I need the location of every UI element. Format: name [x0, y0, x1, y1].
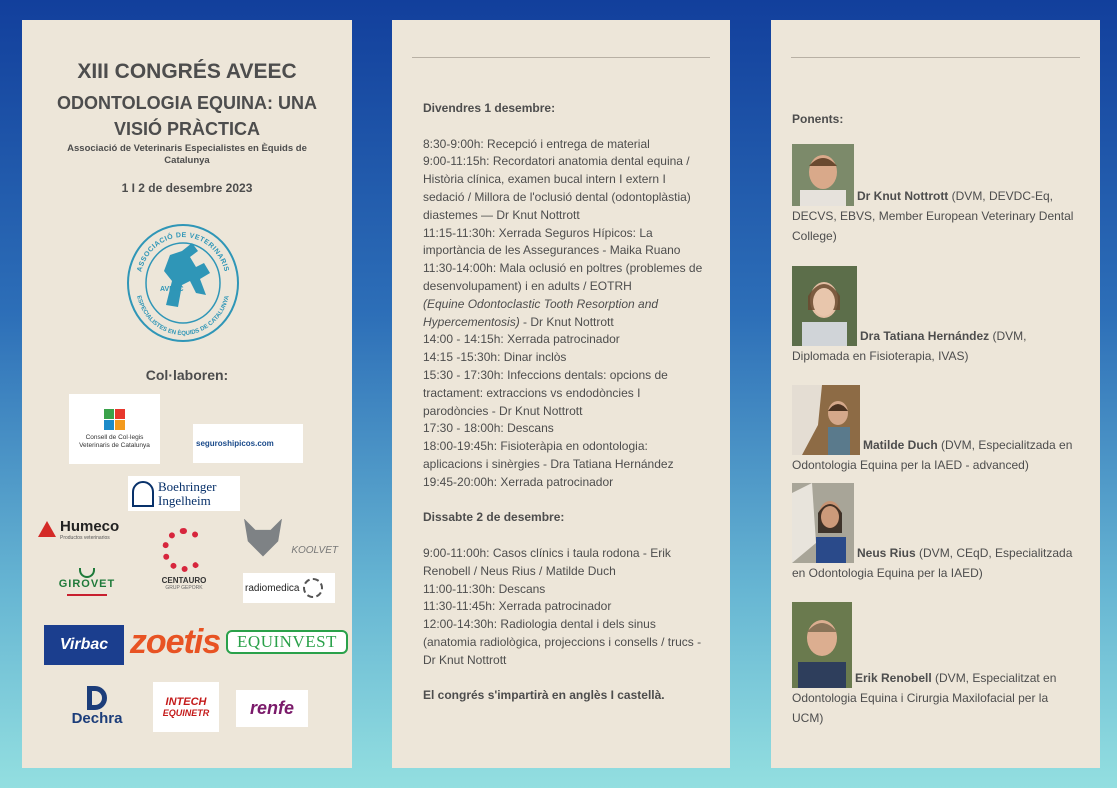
virbac-logo: Virbac [44, 625, 124, 665]
svg-text:ESPECIALISTES EN ÈQUIDS DE CAT: ESPECIALISTES EN ÈQUIDS DE CATALUNYA [135, 295, 231, 338]
speaker-photo [792, 385, 860, 455]
speaker-matilde: Matilde Duch (DVM, Especialitzada en Odontologia Equina per la IAED - advanced) [792, 385, 1082, 475]
day1-heading: Divendres 1 desembre: [423, 101, 556, 115]
schedule-item: 19:45-20:00h: Xerrada patrocinador [423, 474, 614, 489]
council-logo: Consell de Col·legis Veterinaris de Catalunya [69, 394, 160, 464]
schedule-panel [392, 20, 730, 768]
speaker-knut: Dr Knut Nottrott (DVM, DEVDC-Eq, DECVS, EBVS, Member European Veterinary Dental College) [792, 144, 1082, 246]
speaker-tatiana: Dra Tatiana Hernández (DVM, Diplomada en Fisioterapia, IVAS) [792, 266, 1082, 366]
association-name: Associació de Veterinaris Especialistes en Èquids de Catalunya [67, 143, 307, 166]
speaker-neus: Neus Rius (DVM, CEqD, Especialitzada en Odontologia Equina per la IAED) [792, 483, 1082, 583]
schedule-item: 14:15 -15:30h: Dinar inclòs [423, 350, 567, 365]
schedule-item: 14:00 - 14:15h: Xerrada patrocinador [423, 332, 620, 347]
boehringer-logo: Boehringer Ingelheim [128, 476, 240, 511]
dechra-logo: Dechra [62, 682, 132, 730]
centauro-logo: CENTAURO GRUP GEPORK [152, 523, 216, 595]
speaker-photo [792, 144, 854, 206]
schedule-item: 9:00-11:00h: Casos clínics i taula rodona - Erik Renobell / Neus Rius / Matilde Duch [423, 545, 671, 578]
radiomedica-logo: radiomedica [243, 573, 335, 603]
renfe-logo: renfe [236, 690, 308, 727]
schedule-item: 11:00-11:30h: Descans [423, 581, 546, 596]
day1-list [423, 136, 703, 296]
language-note: El congrés s'impartirà en anglès I castellà. [423, 688, 665, 703]
schedule-item: 11:30-11:45h: Xerrada patrocinador [423, 599, 612, 614]
congress-dates: 1 I 2 de desembre 2023 [121, 181, 253, 195]
day1-list-b [423, 331, 703, 491]
schedule-item: 12:00-14:30h: Radiologia dental i dels sinus (anatomia radiològica, projeccions i consells / trucs - Dr Knut Nottrott [423, 617, 702, 667]
schedule-item: 17:30 - 18:00h: Descans [423, 421, 554, 436]
schedule-item: 18:00-19:45h: Fisioteràpia en odontologia: aplicacions i sinèrgies - Dra Tatiana Hernández [423, 439, 674, 471]
intech-logo: INTECH EQUINETR [153, 682, 219, 732]
seguroshipicos-logo: seguroshipicos.com [193, 424, 303, 463]
koolvet-logo: KOOLVET [244, 512, 338, 562]
svg-text:ASSOCIACIÓ DE VETERINARIS: ASSOCIACIÓ DE VETERINARIS [136, 231, 230, 273]
collaborators-heading: Col·laboren: [145, 367, 229, 383]
schedule-text [423, 100, 703, 705]
schedule-item: 9:00-11:15h: Recordatori anatomia dental equina / Història clínica, examen bucal intern I extern I sedació / Millora de l'oclusió dental (odontoplàstia) diastemes — Dr Knut Nottrott [423, 154, 691, 222]
divider [412, 57, 710, 58]
speaker-photo [792, 483, 854, 563]
svg-text:AVEEC: AVEEC [160, 286, 184, 293]
congress-subtitle: ODONTOLOGIA EQUINA: UNA VISIÓ PRÀCTICA [57, 93, 317, 139]
congress-title: XIII CONGRÉS AVEEC [77, 60, 297, 83]
girovet-logo: GIROVET [52, 558, 122, 606]
equinvest-logo: EQUINVEST [226, 630, 348, 654]
humeco-logo: Humeco Productos veterinarios [38, 516, 133, 542]
speakers-heading: Ponents: [792, 112, 844, 126]
speaker-photo [792, 266, 857, 346]
speaker-erik: Erik Renobell (DVM, Especialitzat en Odontologia Equina i Cirurgia Maxilofacial per la UCM) [792, 602, 1082, 728]
schedule-item: 11:30-14:00h: Mala oclusió en poltres (problemes de desenvolupament) i en adults / EOTRH [423, 261, 703, 293]
eotrh-item: (Equine Odontoclastic Tooth Resorption and Hypercementosis) - Dr Knut Nottrott [423, 296, 659, 329]
schedule-item: 8:30-9:00h: Recepció i entrega de material [423, 136, 650, 151]
day2-heading: Dissabte 2 de desembre: [423, 510, 565, 525]
cover-panel [22, 20, 352, 768]
zoetis-logo: zoetis [129, 622, 221, 661]
divider [791, 57, 1080, 58]
day2-list [423, 545, 703, 670]
schedule-item: 11:15-11:30h: Xerrada Seguros Hípicos: La importància de les Assegurances - Maika Ruano [423, 225, 681, 258]
schedule-item: 15:30 - 17:30h: Infeccions dentals: opcions de tractament: extraccions vs endodòncies I parodòncies - Dr Knut Nottrott [423, 367, 668, 418]
speaker-photo [792, 602, 852, 688]
aveec-seal-logo [126, 223, 240, 343]
speakers-panel [771, 20, 1100, 768]
